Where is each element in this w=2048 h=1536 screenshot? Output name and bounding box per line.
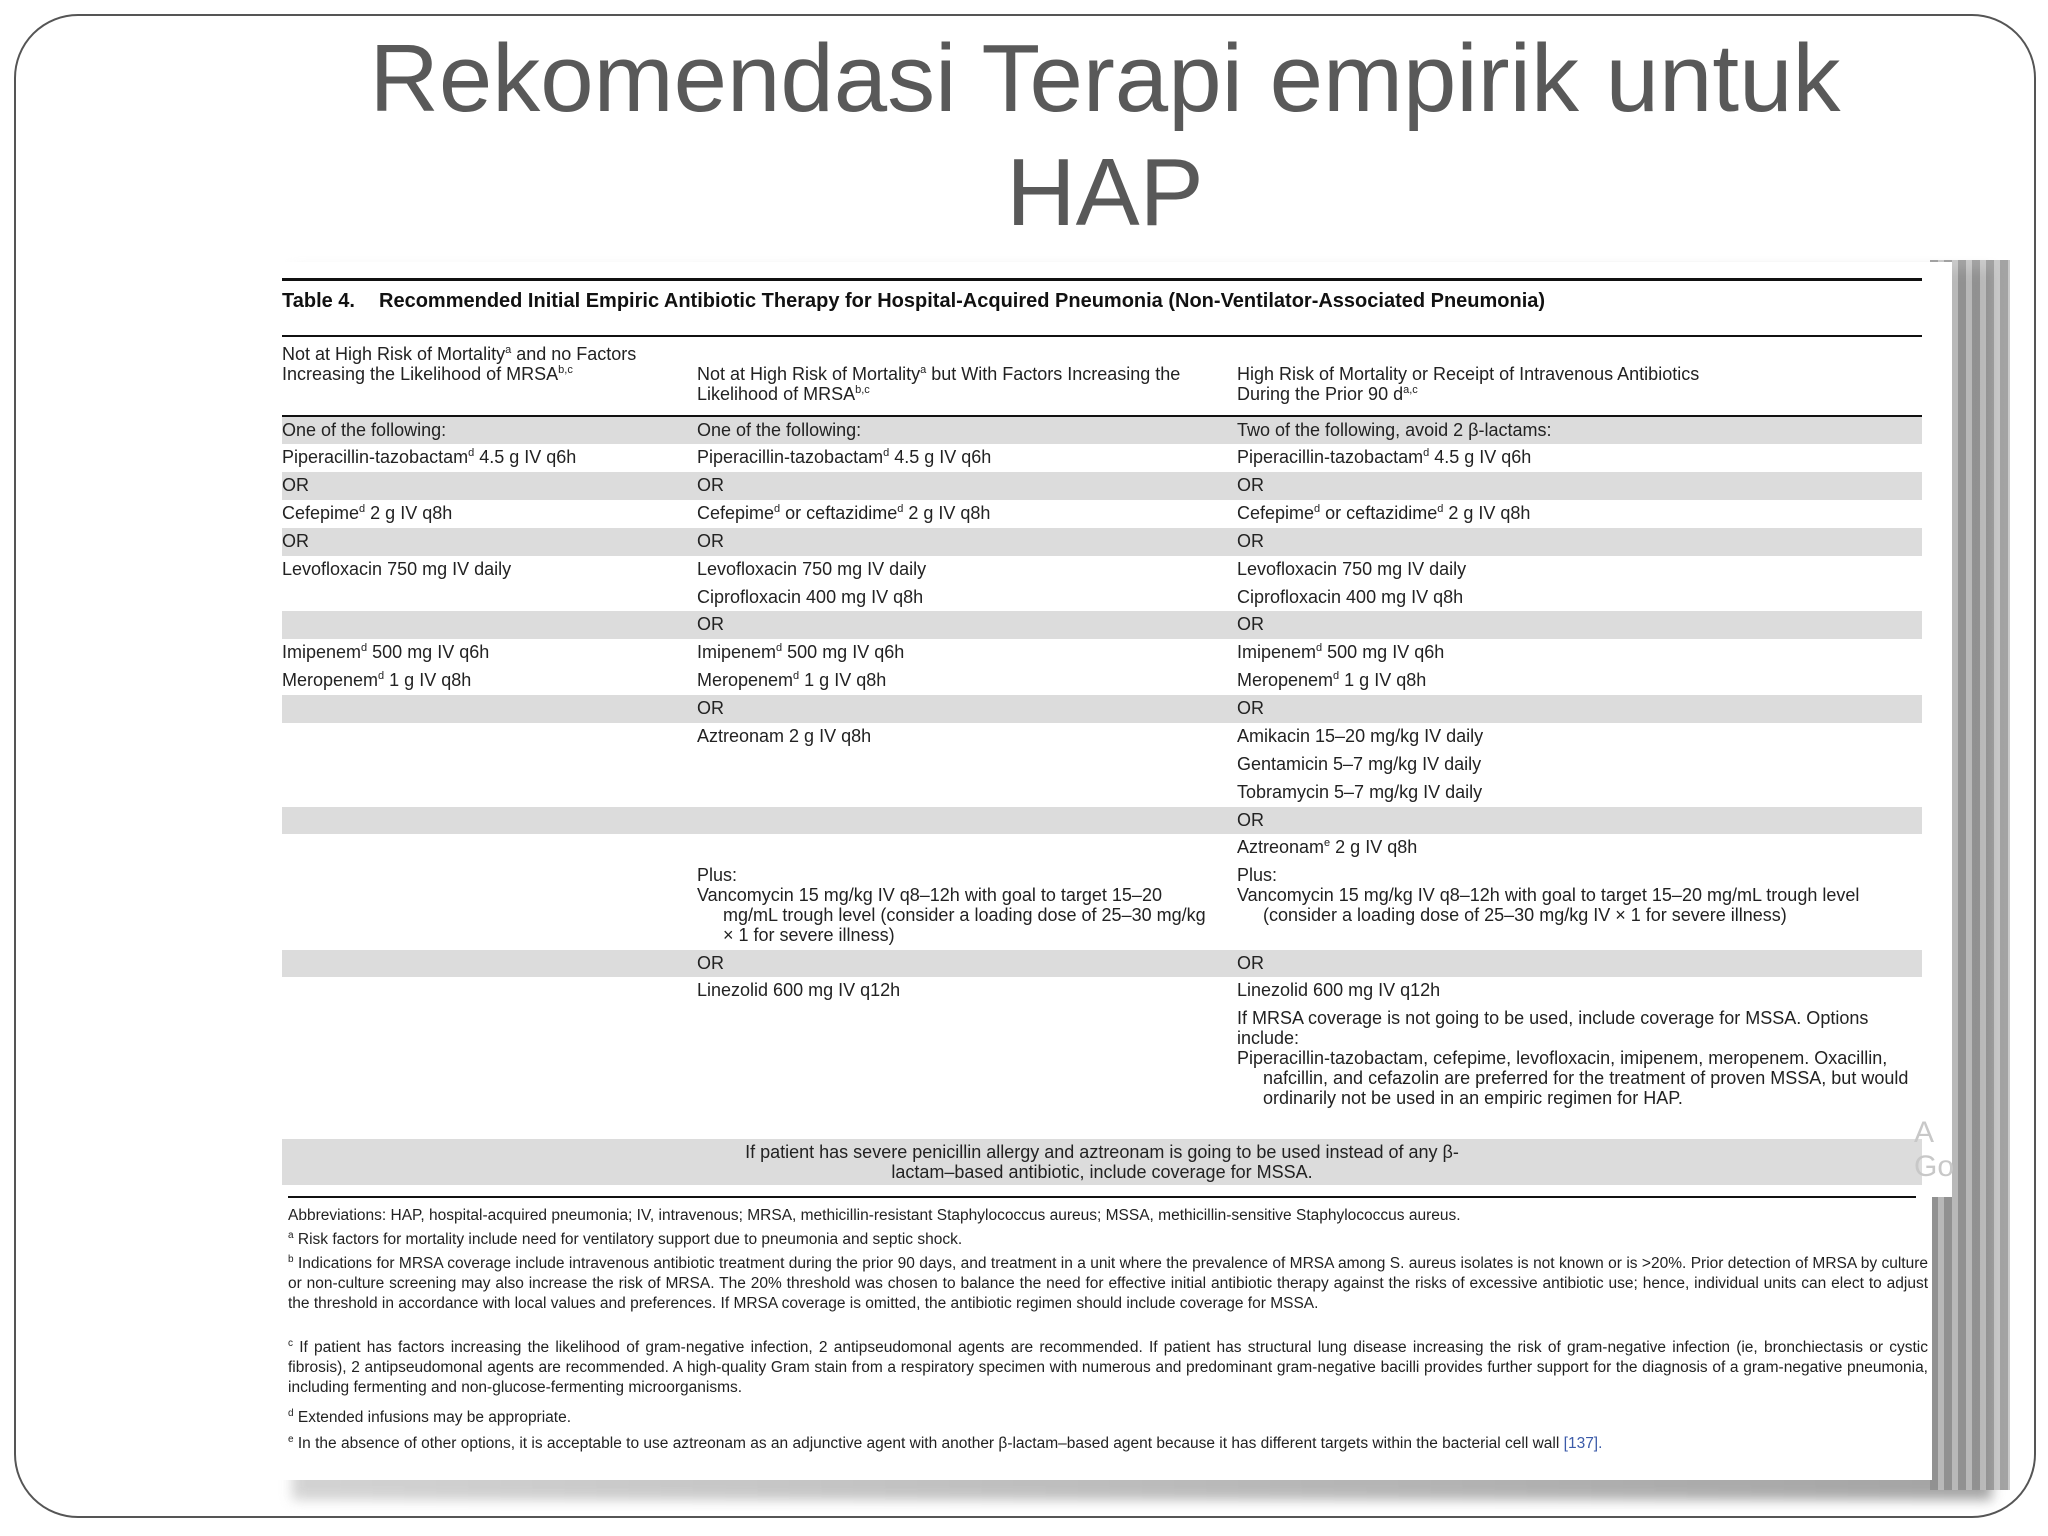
cell-col1-line	[282, 531, 682, 551]
table-cell-col1	[282, 475, 682, 495]
table-row	[282, 807, 1922, 834]
note-a-text: Risk factors for mortality include need for ventilatory support due to pneumonia and septic shock.	[297, 1231, 963, 1248]
table-cell-col1	[282, 420, 682, 440]
table-cell-col1	[282, 670, 682, 690]
cell-col1-line	[282, 420, 682, 440]
table-row	[282, 611, 1922, 639]
cell-col2-line	[697, 670, 1217, 690]
cell-col2-text: Piperacillin-tazobactam	[697, 447, 884, 467]
table-cell-col3	[1237, 980, 1917, 1000]
column-header-1-sup2: b,c	[558, 364, 573, 376]
cell-col2-text: Cefepime	[697, 503, 775, 523]
table-cell-col2	[697, 953, 1217, 973]
table-image	[272, 262, 1955, 1197]
cell-col2-text: OR	[697, 531, 724, 551]
column-header-3-text: High Risk of Mortality or Receipt of Intravenous Antibiotics During the Prior 90 d	[1237, 364, 1700, 404]
cell-col1-text: Imipenem	[282, 642, 362, 662]
note-e-citation-link[interactable]: [137].	[1563, 1435, 1603, 1452]
cell-col1-text: Piperacillin-tazobactam	[282, 447, 469, 467]
table-cell-col2	[697, 642, 1217, 662]
cell-col1-line	[282, 475, 682, 495]
cell-col2-line	[697, 559, 1217, 579]
cell-col3-text: Two of the following, avoid 2 β-lactams:	[1237, 420, 1552, 440]
cell-col3-line	[1237, 1008, 1917, 1048]
cell-col1-text: 1 g IV q8h	[384, 670, 472, 690]
cell-col3-text: 4.5 g IV q6h	[1429, 447, 1532, 467]
table-caption-rule	[282, 335, 1922, 337]
cell-col3-text: Gentamicin 5–7 mg/kg IV daily	[1237, 754, 1482, 774]
slide-title-line1: Rekomendasi Terapi empirik untuk	[369, 25, 1841, 132]
cell-col3-text: Linezolid 600 mg IV q12h	[1237, 980, 1441, 1000]
cell-col2-text: OR	[697, 698, 724, 718]
cell-col1-line	[282, 447, 682, 467]
cell-col3-text: 2 g IV q8h	[1443, 503, 1531, 523]
note-b-text: Indications for MRSA coverage include intravenous antibiotic treatment during the prior 90 days, and treatment in a unit where the prevalence of MRSA among S. aureus isolates is not known or is >20%. Prior detection of MRSA by culture or non-culture screening may also increase the risk of MRSA. The 20% threshold was chosen to balance the need for effective initial antibiotic therapy against the risks of excessive antibiotic use; hence, individual units can elect to adjust the threshold in accordance with local values and preferences. If MRSA coverage is omitted, the antibiotic regimen should include coverage for MSSA.	[288, 1255, 1928, 1312]
table-caption-text: Recommended Initial Empiric Antibiotic Therapy for Hospital-Acquired Pneumonia (Non-Ventilator-Associated Pneumonia)	[379, 290, 1546, 312]
cell-col3-line	[1237, 670, 1917, 690]
cell-col2-text: OR	[697, 475, 724, 495]
partial-overlay-text	[1914, 1116, 1954, 1184]
cell-col3-line	[1237, 531, 1917, 551]
table-cell-col3	[1237, 447, 1917, 467]
table-row	[282, 1005, 1922, 1135]
cell-col3-text: If MRSA coverage is not going to be used, include coverage for MSSA. Options include:	[1237, 1008, 1869, 1048]
cell-col2-line	[697, 420, 1217, 440]
cell-col3-text: Amikacin 15–20 mg/kg IV daily	[1237, 726, 1484, 746]
cell-col2-footnote-mark: d	[776, 642, 783, 654]
table-cell-col3	[1237, 503, 1917, 523]
table-cell-col3	[1237, 475, 1917, 495]
cell-col3-footnote-mark: d	[1423, 447, 1430, 459]
cell-col3-text: OR	[1237, 531, 1264, 551]
table-cell-col2	[697, 587, 1217, 607]
column-header-2-text: Not at High Risk of Mortality	[697, 364, 921, 384]
cell-col3-text: Meropenem	[1237, 670, 1334, 690]
cell-col1-text: Cefepime	[282, 503, 360, 523]
cell-col2-text: Levofloxacin 750 mg IV daily	[697, 559, 927, 579]
cell-col1-text: 4.5 g IV q6h	[474, 447, 577, 467]
cell-col3-line	[1237, 782, 1917, 802]
table-number: Table 4.	[282, 290, 355, 312]
note-abbreviations	[288, 1206, 1928, 1226]
cell-col3-line	[1237, 837, 1917, 857]
table-row	[282, 977, 1922, 1005]
cell-col3-line	[1237, 420, 1917, 440]
table-row	[282, 695, 1922, 723]
table-row	[282, 556, 1922, 584]
column-header-1	[282, 344, 662, 384]
table-cell-col2	[697, 670, 1217, 690]
table-row	[282, 751, 1922, 779]
note-d	[288, 1408, 1928, 1428]
cell-col3-text: Imipenem	[1237, 642, 1317, 662]
cell-col2-line	[697, 885, 1217, 945]
table-cell-col3	[1237, 782, 1917, 802]
table-cell-col2	[697, 698, 1217, 718]
cell-col2-footnote-mark: d	[793, 670, 800, 682]
cell-col3-line	[1237, 885, 1917, 925]
cell-col2-text: 2 g IV q8h	[903, 503, 991, 523]
cell-col3-line	[1237, 559, 1917, 579]
note-b-mark: b	[288, 1253, 294, 1265]
cell-col3-text: Piperacillin-tazobactam	[1237, 447, 1424, 467]
cell-col2-line	[697, 614, 1217, 634]
cell-col3-text: Vancomycin 15 mg/kg IV q8–12h with goal to target 15–20 mg/mL trough level (consider a loading dose of 25–30 mg/kg IV × 1 for severe illness)	[1237, 885, 1860, 925]
cell-col3-text: OR	[1237, 953, 1264, 973]
table-cell-col3	[1237, 810, 1917, 830]
cell-col2-line	[697, 587, 1217, 607]
cell-col3-text: OR	[1237, 810, 1264, 830]
table-cell-col3	[1237, 754, 1917, 774]
cell-col3-text: or ceftazidime	[1320, 503, 1438, 523]
table-cell-col3	[1237, 614, 1917, 634]
table-row	[282, 862, 1922, 950]
table-row	[282, 417, 1922, 444]
cell-col3-text: Plus:	[1237, 865, 1278, 885]
partial-overlay-line1: A	[1914, 1116, 1935, 1149]
cell-col2-text: 4.5 g IV q6h	[889, 447, 992, 467]
cell-col2-text: Ciprofloxacin 400 mg IV q8h	[697, 587, 924, 607]
note-b	[288, 1254, 1928, 1314]
cell-col1-text: One of the following:	[282, 420, 447, 440]
cell-col1-footnote-mark: d	[361, 642, 368, 654]
cell-col3-line	[1237, 1048, 1917, 1108]
cell-col2-line	[697, 726, 1217, 746]
table-cell-col3	[1237, 531, 1917, 551]
cell-col3-line	[1237, 754, 1917, 774]
column-header-2	[697, 364, 1197, 404]
cell-col3-text: OR	[1237, 614, 1264, 634]
table-cell-col3	[1237, 1008, 1917, 1108]
table-body	[282, 417, 1922, 1135]
cell-col3-line	[1237, 614, 1917, 634]
column-header-1-sup: a	[505, 344, 512, 356]
table-cell-col3	[1237, 587, 1917, 607]
column-header-1-text2: and no Factors Increasing the Likelihood of MRSA	[282, 344, 637, 384]
cell-col3-text: Ciprofloxacin 400 mg IV q8h	[1237, 587, 1464, 607]
cell-col2-text: Aztreonam 2 g IV q8h	[697, 726, 872, 746]
cell-col1-line	[282, 503, 682, 523]
table-cell-col1	[282, 531, 682, 551]
cell-col2-line	[697, 503, 1217, 523]
table-row	[282, 723, 1922, 751]
cell-col2-line	[697, 865, 1217, 885]
table-footer-text: If patient has severe penicillin allergy and aztreonam is going to be used instead of any β-lactam–based antibiotic, include coverage for MSSA.	[745, 1142, 1459, 1182]
cell-col1-line	[282, 559, 682, 579]
note-c	[288, 1338, 1928, 1398]
table-row	[282, 834, 1922, 862]
table-cell-col3	[1237, 837, 1917, 857]
cell-col2-footnote-mark: d	[883, 447, 890, 459]
cell-col2-text: 500 mg IV q6h	[782, 642, 905, 662]
note-a-mark: a	[288, 1229, 294, 1241]
table-cell-col2	[697, 420, 1217, 440]
table-cell-col3	[1237, 559, 1917, 579]
cell-col3-line	[1237, 810, 1917, 830]
table-cell-col3	[1237, 698, 1917, 718]
cell-col1-text: OR	[282, 475, 309, 495]
cell-col3-text: Tobramycin 5–7 mg/kg IV daily	[1237, 782, 1483, 802]
note-abbreviations-text: Abbreviations: HAP, hospital-acquired pneumonia; IV, intravenous; MRSA, methicillin-resistant Staphylococcus aureus; MSSA, methicillin-sensitive Staphylococcus aureus.	[288, 1207, 1461, 1224]
cell-col1-line	[282, 670, 682, 690]
note-c-mark: c	[288, 1337, 293, 1349]
cell-col3-line	[1237, 642, 1917, 662]
cell-col2-line	[697, 642, 1217, 662]
cell-col3-line	[1237, 953, 1917, 973]
cell-col3-text: 2 g IV q8h	[1330, 837, 1418, 857]
cell-col3-text: 1 g IV q8h	[1339, 670, 1427, 690]
cell-col3-footnote-mark: d	[1437, 503, 1444, 515]
table-row	[282, 779, 1922, 807]
table-notes	[272, 1190, 1932, 1480]
cell-col1-text: 500 mg IV q6h	[367, 642, 490, 662]
table-cell-col3	[1237, 865, 1917, 925]
table-cell-col3	[1237, 726, 1917, 746]
table-cell-col2	[697, 447, 1217, 467]
cell-col1-text: Meropenem	[282, 670, 379, 690]
cell-col2-line	[697, 475, 1217, 495]
cell-col3-footnote-mark: d	[1314, 503, 1321, 515]
cell-col3-line	[1237, 698, 1917, 718]
cell-col2-text: OR	[697, 953, 724, 973]
notes-rule	[288, 1196, 1916, 1198]
cell-col1-text: 2 g IV q8h	[365, 503, 453, 523]
slide-title-line2: HAP	[1006, 139, 1204, 246]
cell-col3-text: OR	[1237, 475, 1264, 495]
table-cell-col2	[697, 865, 1217, 945]
cell-col2-text: OR	[697, 614, 724, 634]
note-e-text: In the absence of other options, it is acceptable to use aztreonam as an adjunctive agent with another β-lactam–based agent because it has different targets within the bacterial cell wall	[297, 1435, 1560, 1452]
note-e-mark: e	[288, 1433, 294, 1445]
cell-col1-line	[282, 642, 682, 662]
table-row	[282, 667, 1922, 695]
cell-col1-text: OR	[282, 531, 309, 551]
table-row	[282, 528, 1922, 556]
cell-col2-line	[697, 980, 1217, 1000]
column-header-1-text: Not at High Risk of Mortality	[282, 344, 506, 364]
table-row	[282, 500, 1922, 528]
cell-col3-text: Aztreonam	[1237, 837, 1325, 857]
column-header-3-sup: a,c	[1403, 384, 1418, 396]
table-cell-col2	[697, 531, 1217, 551]
table-cell-col1	[282, 559, 682, 579]
table-cell-col2	[697, 980, 1217, 1000]
note-d-mark: d	[288, 1407, 294, 1419]
table-cell-col3	[1237, 642, 1917, 662]
table-row	[282, 444, 1922, 472]
cell-col3-text: Piperacillin-tazobactam, cefepime, levofloxacin, imipenem, meropenem. Oxacillin, nafcillin, and cefazolin are preferred for the treatment of proven MSSA, but would ordinarily not be used in an empiric regimen for HAP.	[1237, 1048, 1909, 1108]
table-cell-col2	[697, 475, 1217, 495]
cell-col3-line	[1237, 475, 1917, 495]
cell-col2-text: Imipenem	[697, 642, 777, 662]
cell-col2-text: 1 g IV q8h	[799, 670, 887, 690]
cell-col3-footnote-mark: d	[1333, 670, 1340, 682]
table-cell-col3	[1237, 420, 1917, 440]
cell-col2-line	[697, 953, 1217, 973]
cell-col2-text: Meropenem	[697, 670, 794, 690]
cell-col3-line	[1237, 726, 1917, 746]
cell-col3-footnote-mark: e	[1324, 837, 1331, 849]
cell-col2-footnote-mark: d	[897, 503, 904, 515]
table-cell-col1	[282, 642, 682, 662]
table-cell-col2	[697, 726, 1217, 746]
table-cell-col3	[1237, 670, 1917, 690]
cell-col1-footnote-mark: d	[468, 447, 475, 459]
table-cell-col2	[697, 559, 1217, 579]
column-header-2-text2: but With Factors Increasing the Likelihood of MRSA	[697, 364, 1181, 404]
slide-title	[200, 22, 2010, 250]
cell-col2-text: or ceftazidime	[780, 503, 898, 523]
table-row	[282, 472, 1922, 500]
cell-col3-line	[1237, 503, 1917, 523]
cell-col2-text: Linezolid 600 mg IV q12h	[697, 980, 901, 1000]
table-row	[282, 639, 1922, 667]
cell-col2-text: Plus:	[697, 865, 738, 885]
cell-col1-text: Levofloxacin 750 mg IV daily	[282, 559, 512, 579]
cell-col3-text: Cefepime	[1237, 503, 1315, 523]
note-d-text: Extended infusions may be appropriate.	[297, 1409, 572, 1426]
table-cell-col2	[697, 503, 1217, 523]
table-cell-col1	[282, 447, 682, 467]
cell-col2-line	[697, 698, 1217, 718]
cell-col3-line	[1237, 980, 1917, 1000]
cell-col3-footnote-mark: d	[1316, 642, 1323, 654]
table-cell-col3	[1237, 953, 1917, 973]
table-top-rule	[282, 278, 1922, 281]
note-e	[288, 1434, 1928, 1454]
cell-col2-footnote-mark: d	[774, 503, 781, 515]
column-header-2-sup2: b,c	[855, 384, 870, 396]
cell-col3-text: Levofloxacin 750 mg IV daily	[1237, 559, 1467, 579]
table-cell-col2	[697, 614, 1217, 634]
partial-overlay-line2: Go	[1914, 1150, 1955, 1183]
cell-col1-footnote-mark: d	[378, 670, 385, 682]
cell-col3-line	[1237, 865, 1917, 885]
cell-col3-line	[1237, 447, 1917, 467]
table-row	[282, 584, 1922, 611]
cell-col2-text: One of the following:	[697, 420, 862, 440]
table-cell-col1	[282, 503, 682, 523]
cell-col2-line	[697, 447, 1217, 467]
table-caption	[282, 290, 1545, 313]
table-row	[282, 950, 1922, 977]
column-header-3	[1237, 364, 1757, 404]
cell-col2-text: Vancomycin 15 mg/kg IV q8–12h with goal to target 15–20 mg/mL trough level (consider a loading dose of 25–30 mg/kg × 1 for severe illness)	[697, 885, 1206, 945]
cell-col3-text: OR	[1237, 698, 1264, 718]
cell-col3-line	[1237, 587, 1917, 607]
column-header-2-sup: a	[920, 364, 927, 376]
note-a	[288, 1230, 1928, 1250]
table-footer-row	[282, 1139, 1922, 1185]
cell-col2-line	[697, 531, 1217, 551]
cell-col1-footnote-mark: d	[359, 503, 366, 515]
note-c-text: If patient has factors increasing the likelihood of gram-negative infection, 2 antipseudomonal agents are recommended. If patient has structural lung disease increasing the risk of gram-negative infection (ie, bronchiectasis or cystic fibrosis), 2 antipseudomonal agents are recommended. A high-quality Gram stain from a respiratory specimen with numerous and predominant gram-negative bacilli provides further support for the diagnosis of a gram-negative pneumonia, including fermenting and non-glucose-fermenting microorganisms.	[288, 1339, 1928, 1396]
cell-col3-text: 500 mg IV q6h	[1322, 642, 1445, 662]
